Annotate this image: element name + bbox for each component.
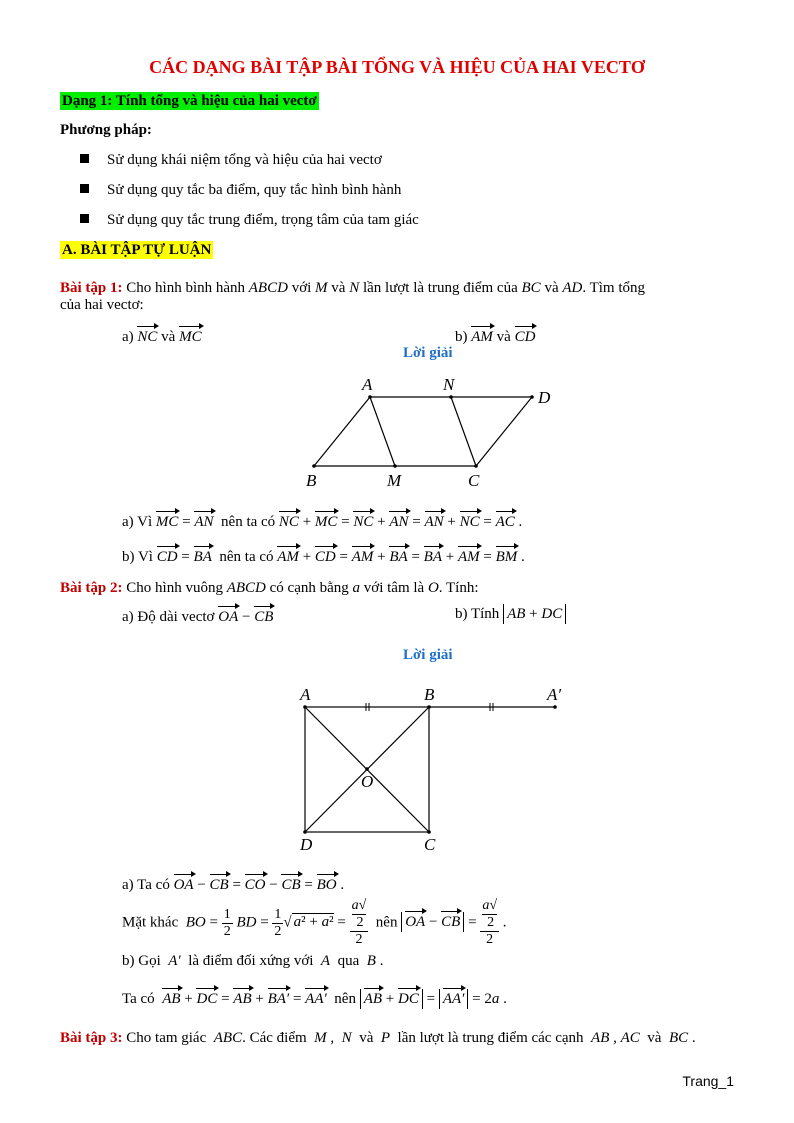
label-A: A	[300, 685, 311, 704]
dang1-heading: Dạng 1: Tính tổng và hiệu của hai vectơ	[62, 93, 317, 109]
exercise-2-solution-label: Lời giải	[403, 647, 453, 663]
label-B: B	[306, 471, 317, 490]
label-D: D	[538, 388, 551, 407]
label-N: N	[443, 375, 455, 394]
page-title: CÁC DẠNG BÀI TẬP BÀI TỔNG VÀ HIỆU CỦA HAI VECTƠ	[149, 57, 645, 77]
label-C: C	[424, 835, 436, 854]
label-M: M	[387, 471, 402, 490]
exercise-2-part-b: b) Tính AB + DC	[455, 606, 566, 623]
label-C: C	[468, 471, 480, 490]
exercise-2-part-a: a) Độ dài vectơ OA − CB	[122, 606, 273, 626]
label-B: B	[424, 685, 435, 704]
label-A-prime: A′	[547, 685, 562, 704]
square-figure	[290, 680, 580, 855]
parallelogram-figure	[300, 372, 570, 492]
exercise-1-solution-a: a) Vì MC = AN nên ta có NC + MC = NC + AN = AN + NC = AC .	[122, 511, 522, 531]
square-bullet-icon	[80, 214, 89, 223]
square-bullet-icon	[80, 184, 89, 193]
square-bullet-icon	[80, 154, 89, 163]
exercise-2-solution-a: a) Ta có OA − CB = CO − CB = BO .	[122, 874, 344, 894]
label-D: D	[300, 835, 313, 854]
exercise-2-statement: Bài tập 2: Cho hình vuông ABCD có cạnh bằng a với tâm là O. Tính:	[60, 580, 479, 596]
exercise-1-solution-b: b) Vì CD = BA nên ta có AM + CD = AM + BA = BA + AM = BM .	[122, 546, 525, 566]
section-a-heading: A. BÀI TẬP TỰ LUẬN	[62, 242, 212, 258]
exercise-3-statement: Bài tập 3: Cho tam giác ABC. Các điểm M , N và P lần lượt là trung điểm các cạnh AB , AC và BC .	[60, 1030, 696, 1046]
exercise-2-solution-b: b) Gọi A′ là điểm đối xứng với A qua B .	[122, 953, 384, 969]
exercise-2-mat-khac: Mặt khác BO = $\frac{1}{2}$ BD = $\frac{1}{2}$ √ a² + a² = a√ 2 2 nên OA − CB = a√ 2 2 .	[122, 898, 507, 947]
exercise-2-solution-b2: Ta có AB + DC = AB + BA′ = AA′ nên AB + DC = AA′ = 2a .	[122, 988, 507, 1008]
exercise-1-part-b: b) AM và CD	[455, 326, 535, 346]
label-O: O	[361, 772, 374, 791]
label-A: A	[362, 375, 373, 394]
bullet-item-3: Sử dụng quy tắc trung điểm, trọng tâm của tam giác	[80, 212, 419, 229]
bullet-item-1: Sử dụng khái niệm tổng và hiệu của hai vectơ	[80, 152, 382, 169]
exercise-1-part-a: a) NC và MC	[122, 326, 202, 346]
page-footer: Trang_1	[682, 1073, 734, 1089]
exercise-1-statement: Bài tập 1: Cho hình bình hành ABCD với M và N lần lượt là trung điểm của BC và AD. Tìm tổng của hai vectơ:	[60, 280, 646, 313]
exercise-1-solution-label: Lời giải	[403, 345, 453, 361]
bullet-item-2: Sử dụng quy tắc ba điểm, quy tắc hình bình hành	[80, 182, 401, 199]
method-label: Phương pháp:	[60, 122, 152, 138]
